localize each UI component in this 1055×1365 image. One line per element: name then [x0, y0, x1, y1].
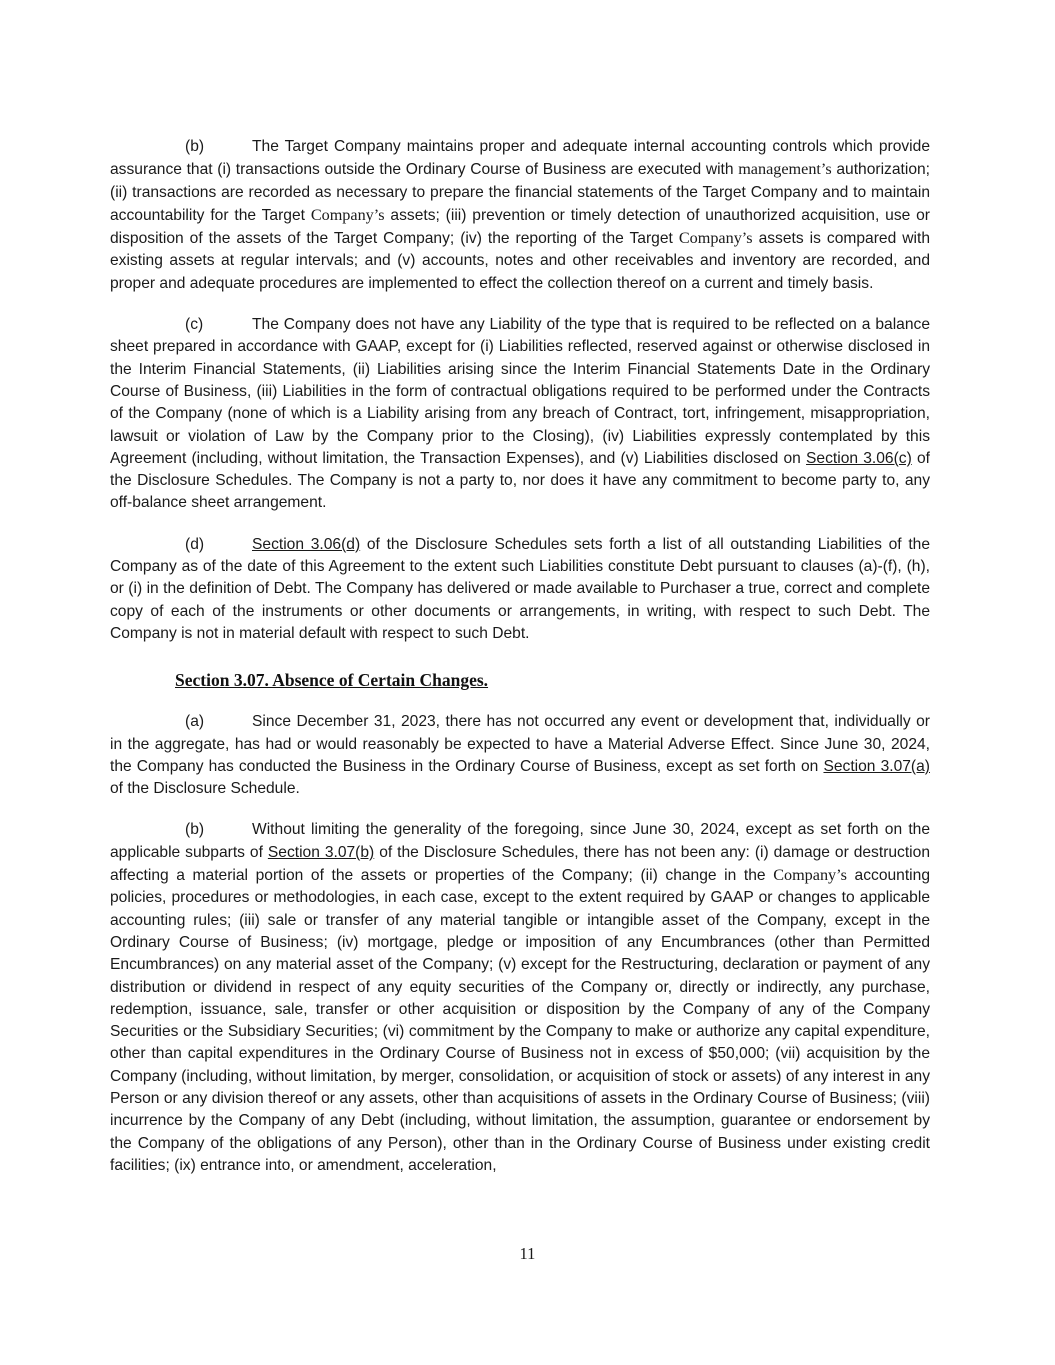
paragraph-3-07-a — [110, 711, 930, 800]
paragraph-3-06-b — [110, 136, 930, 295]
text-run: Company’s — [773, 866, 847, 885]
document-body — [110, 136, 930, 1196]
paragraph-3-06-d — [110, 534, 930, 645]
paragraph-label: (b) — [185, 138, 205, 155]
paragraph-3-06-c — [110, 314, 930, 515]
section-3-07-heading-text: Section 3.07. Absence of Certain Changes. — [175, 670, 489, 691]
text-run: Without limiting the generality of the foregoing, since June 30, 2024, except as set forth on the applicable subparts of — [110, 821, 930, 861]
text-run: of the Disclosure Schedules. The Company is not a party to, nor does it have any commitment to become party to, any off-balance sheet arrangement. — [110, 449, 930, 512]
paragraph-label: (a) — [185, 713, 205, 731]
section-reference: Section 3.07(b) — [267, 843, 375, 861]
section-reference: Section 3.06(d) — [252, 535, 361, 553]
text-run: of the Disclosure Schedule. — [110, 780, 300, 798]
text-run: assets; (iii) prevention or timely detection of unauthorized acquisition, use or disposition of the assets of the Target Company; (iv) the reporting of the Target — [110, 206, 930, 248]
text-run: of the Disclosure Schedules, there has not been any: (i) damage or destruction affecting a material portion of the assets or properties of the Company; (ii) change in the — [110, 843, 930, 885]
paragraph-3-07-b — [110, 819, 930, 1177]
text-run: accounting policies, procedures or methodologies, in each case, except to the extent required by GAAP or changes to applicable accounting rules; (iii) sale or transfer of any material tangible or intangible asset of the Company, except in the Ordinary Course of Business; (iv) mortgage, pledge or imposition of any Encumbrances (other than Permitted Encumbrances) on any material asset of the Company; (v) except for the Restructuring, declaration or payment of any distribution or dividend in respect of any equity securities of the Company or, directly or indirectly, any purchase, redemption, issuance, sale, transfer or other acquisition or disposition by the Company of any of the Company Securities or the Subsidiary Securities; (vi) commitment by the Company to make or authorize any capital expenditure, other than capital expenditures in the Ordinary Course of Business not in excess of $50,000; (vii) acquisition by the Company (including, without limitation, by merger, consolidation, or acquisition of stock or assets) of any interest in any Person or any division thereof or any assets, other than acquisitions of assets in the Ordinary Course of Business; (viii) incurrence by the Company of any Debt (including, without limitation, the assumption, guarantee or endorsement by the Company of the obligations of any Person), other than in the Ordinary Course of Business under existing credit facilities; (ix) entrance into, or amendment, acceleration, — [110, 867, 930, 1174]
text-run: management’s — [738, 160, 832, 179]
paragraph-label: (b) — [185, 821, 205, 839]
paragraph-label: (c) — [185, 316, 204, 334]
text-run: The Company does not have any Liability of the type that is required to be reflected on a balance sheet prepared in accordance with GAAP, except for (i) Liabilities reflected, reserved against or otherwise disclosed in the Interim Financial Statements, (ii) Liabilities arising since the Interim Financial Statements Date in the Ordinary Course of Business, (iii) Liabilities in the form of contractual obligations required to be performed under the Contracts of the Company (none of which is a Liability arising from any breach of Contract, tort, infringement, misappropriation, lawsuit or violation of Law by the Company prior to the Closing), (iv) Liabilities expressly contemplated by this Agreement (including, without limitation, the Transaction Expenses), and (v) Liabilities disclosed on — [110, 316, 930, 467]
text-run: authorization; (ii) transactions are recorded as necessary to prepare the financial statements of the Target Company and to maintain accountability for the Target — [110, 161, 930, 224]
text-run: Company’s — [678, 229, 753, 248]
text-run: of the Disclosure Schedules sets forth a list of all outstanding Liabilities of the Company as of the date of this Agreement to the extent such Liabilities constitute Debt pursuant to clauses (a)-(f), (h), or (i) in the definition of Debt. The Company has delivered or made available to Purchaser a true, correct and complete copy of each of the instruments or other documents or arrangements, in writing, with respect to such Debt. The Company is not in material default with respect to such Debt. — [110, 535, 930, 642]
paragraph-label: (d) — [185, 535, 205, 553]
page-number: 11 — [519, 1244, 536, 1263]
text-run: Since December 31, 2023, there has not occurred any event or development that, individually or in the aggregate, has had or would reasonably be expected to have a Material Adverse Effect. Since June 30, 2024, the Company has conducted the Business in the Ordinary Course of Business, except as set forth on — [110, 713, 930, 775]
section-reference: Section 3.07(a) — [823, 757, 930, 775]
text-run: assets is compared with existing assets at regular intervals; and (v) accounts, notes and other receivables and inventory are recorded, and proper and adequate procedures are implemented to effect the collection thereof on a current and timely basis. — [110, 230, 930, 292]
section-3-07-heading — [175, 669, 930, 691]
section-reference: Section 3.06(c) — [806, 449, 912, 467]
text-run: The Target Company maintains proper and adequate internal accounting controls which provide assurance that (i) transactions outside the Ordinary Course of Business are executed with — [110, 138, 930, 179]
text-run: Company’s — [310, 205, 385, 224]
